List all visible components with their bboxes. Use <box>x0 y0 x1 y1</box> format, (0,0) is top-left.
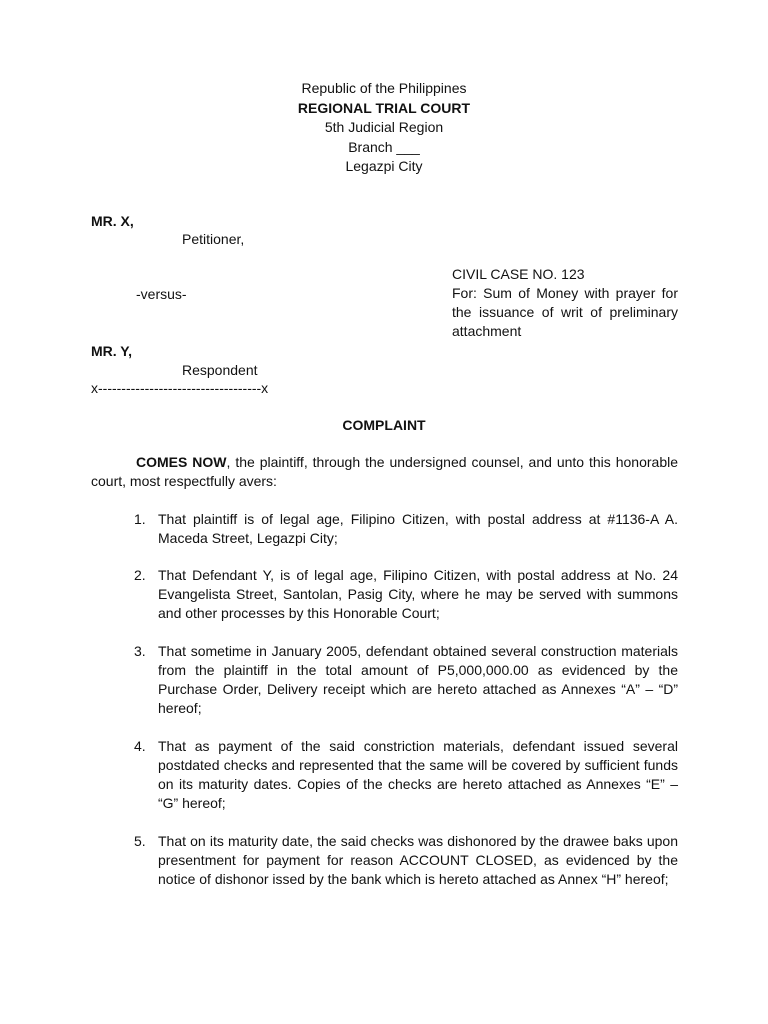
allegation-item <box>134 510 678 548</box>
allegation-item <box>134 642 678 718</box>
item-text: That plaintiff is of legal age, Filipino Citizen, with postal address at #1136-A A. Maceda Street, Legazpi City; <box>158 511 678 546</box>
allegation-item <box>134 832 678 889</box>
allegation-item <box>134 737 678 813</box>
versus-label: -versus- <box>136 286 187 302</box>
item-number: 2. <box>134 567 146 583</box>
petitioner-name: MR. X, <box>91 213 134 229</box>
header-region: 5th Judicial Region <box>324 119 444 135</box>
header-branch: Branch ___ <box>348 138 420 155</box>
case-info <box>452 265 678 341</box>
item-number: 4. <box>134 738 146 754</box>
item-number: 3. <box>134 643 146 659</box>
intro-paragraph <box>91 453 678 491</box>
respondent-name: MR. Y, <box>91 343 132 359</box>
case-number: CIVIL CASE NO. 123 <box>452 266 585 282</box>
intro-lead: COMES NOW <box>136 454 227 470</box>
item-text: That sometime in January 2005, defendant obtained several construction materials from the plaintiff in the total amount of P5,000,000.00 as evidenced by the Purchase Order, Delivery receipt which are hereto attached as Annexes “A” – “D” hereof; <box>158 643 678 716</box>
respondent-role: Respondent <box>182 362 258 378</box>
caption-divider: x-----------------------------------x <box>91 380 269 396</box>
court-header <box>0 79 768 177</box>
item-text: That Defendant Y, is of legal age, Filipino Citizen, with postal address at No. 24 Evangelista Street, Santolan, Pasig City, where he may be served with summons and other processes by this Honorable Court; <box>158 567 678 621</box>
allegation-item <box>134 566 678 623</box>
item-number: 5. <box>134 833 146 849</box>
header-court: REGIONAL TRIAL COURT <box>297 99 471 116</box>
header-city: Legazpi City <box>345 158 423 174</box>
document-title: COMPLAINT <box>342 417 426 433</box>
petitioner-role: Petitioner, <box>182 231 245 247</box>
case-nature: For: Sum of Money with prayer for the issuance of writ of preliminary attachment <box>452 285 678 339</box>
item-number: 1. <box>134 511 146 527</box>
intro-rest: , the plaintiff, through the undersigned counsel, and unto this honorable court, most respectfully avers: <box>91 454 679 489</box>
item-text: That as payment of the said constriction materials, defendant issued several postdated checks and represented that the same will be covered by sufficient funds on its maturity dates. Copies of the checks are hereto attached as Annexes “E” – “G” hereof; <box>158 738 678 811</box>
header-republic: Republic of the Philippines <box>301 80 467 96</box>
item-text: That on its maturity date, the said checks was dishonored by the drawee baks upon presentment for payment for reason ACCOUNT CLOSED, as evidenced by the notice of dishonor issed by the bank which is hereto attached as Annex “H” hereof; <box>158 833 678 887</box>
